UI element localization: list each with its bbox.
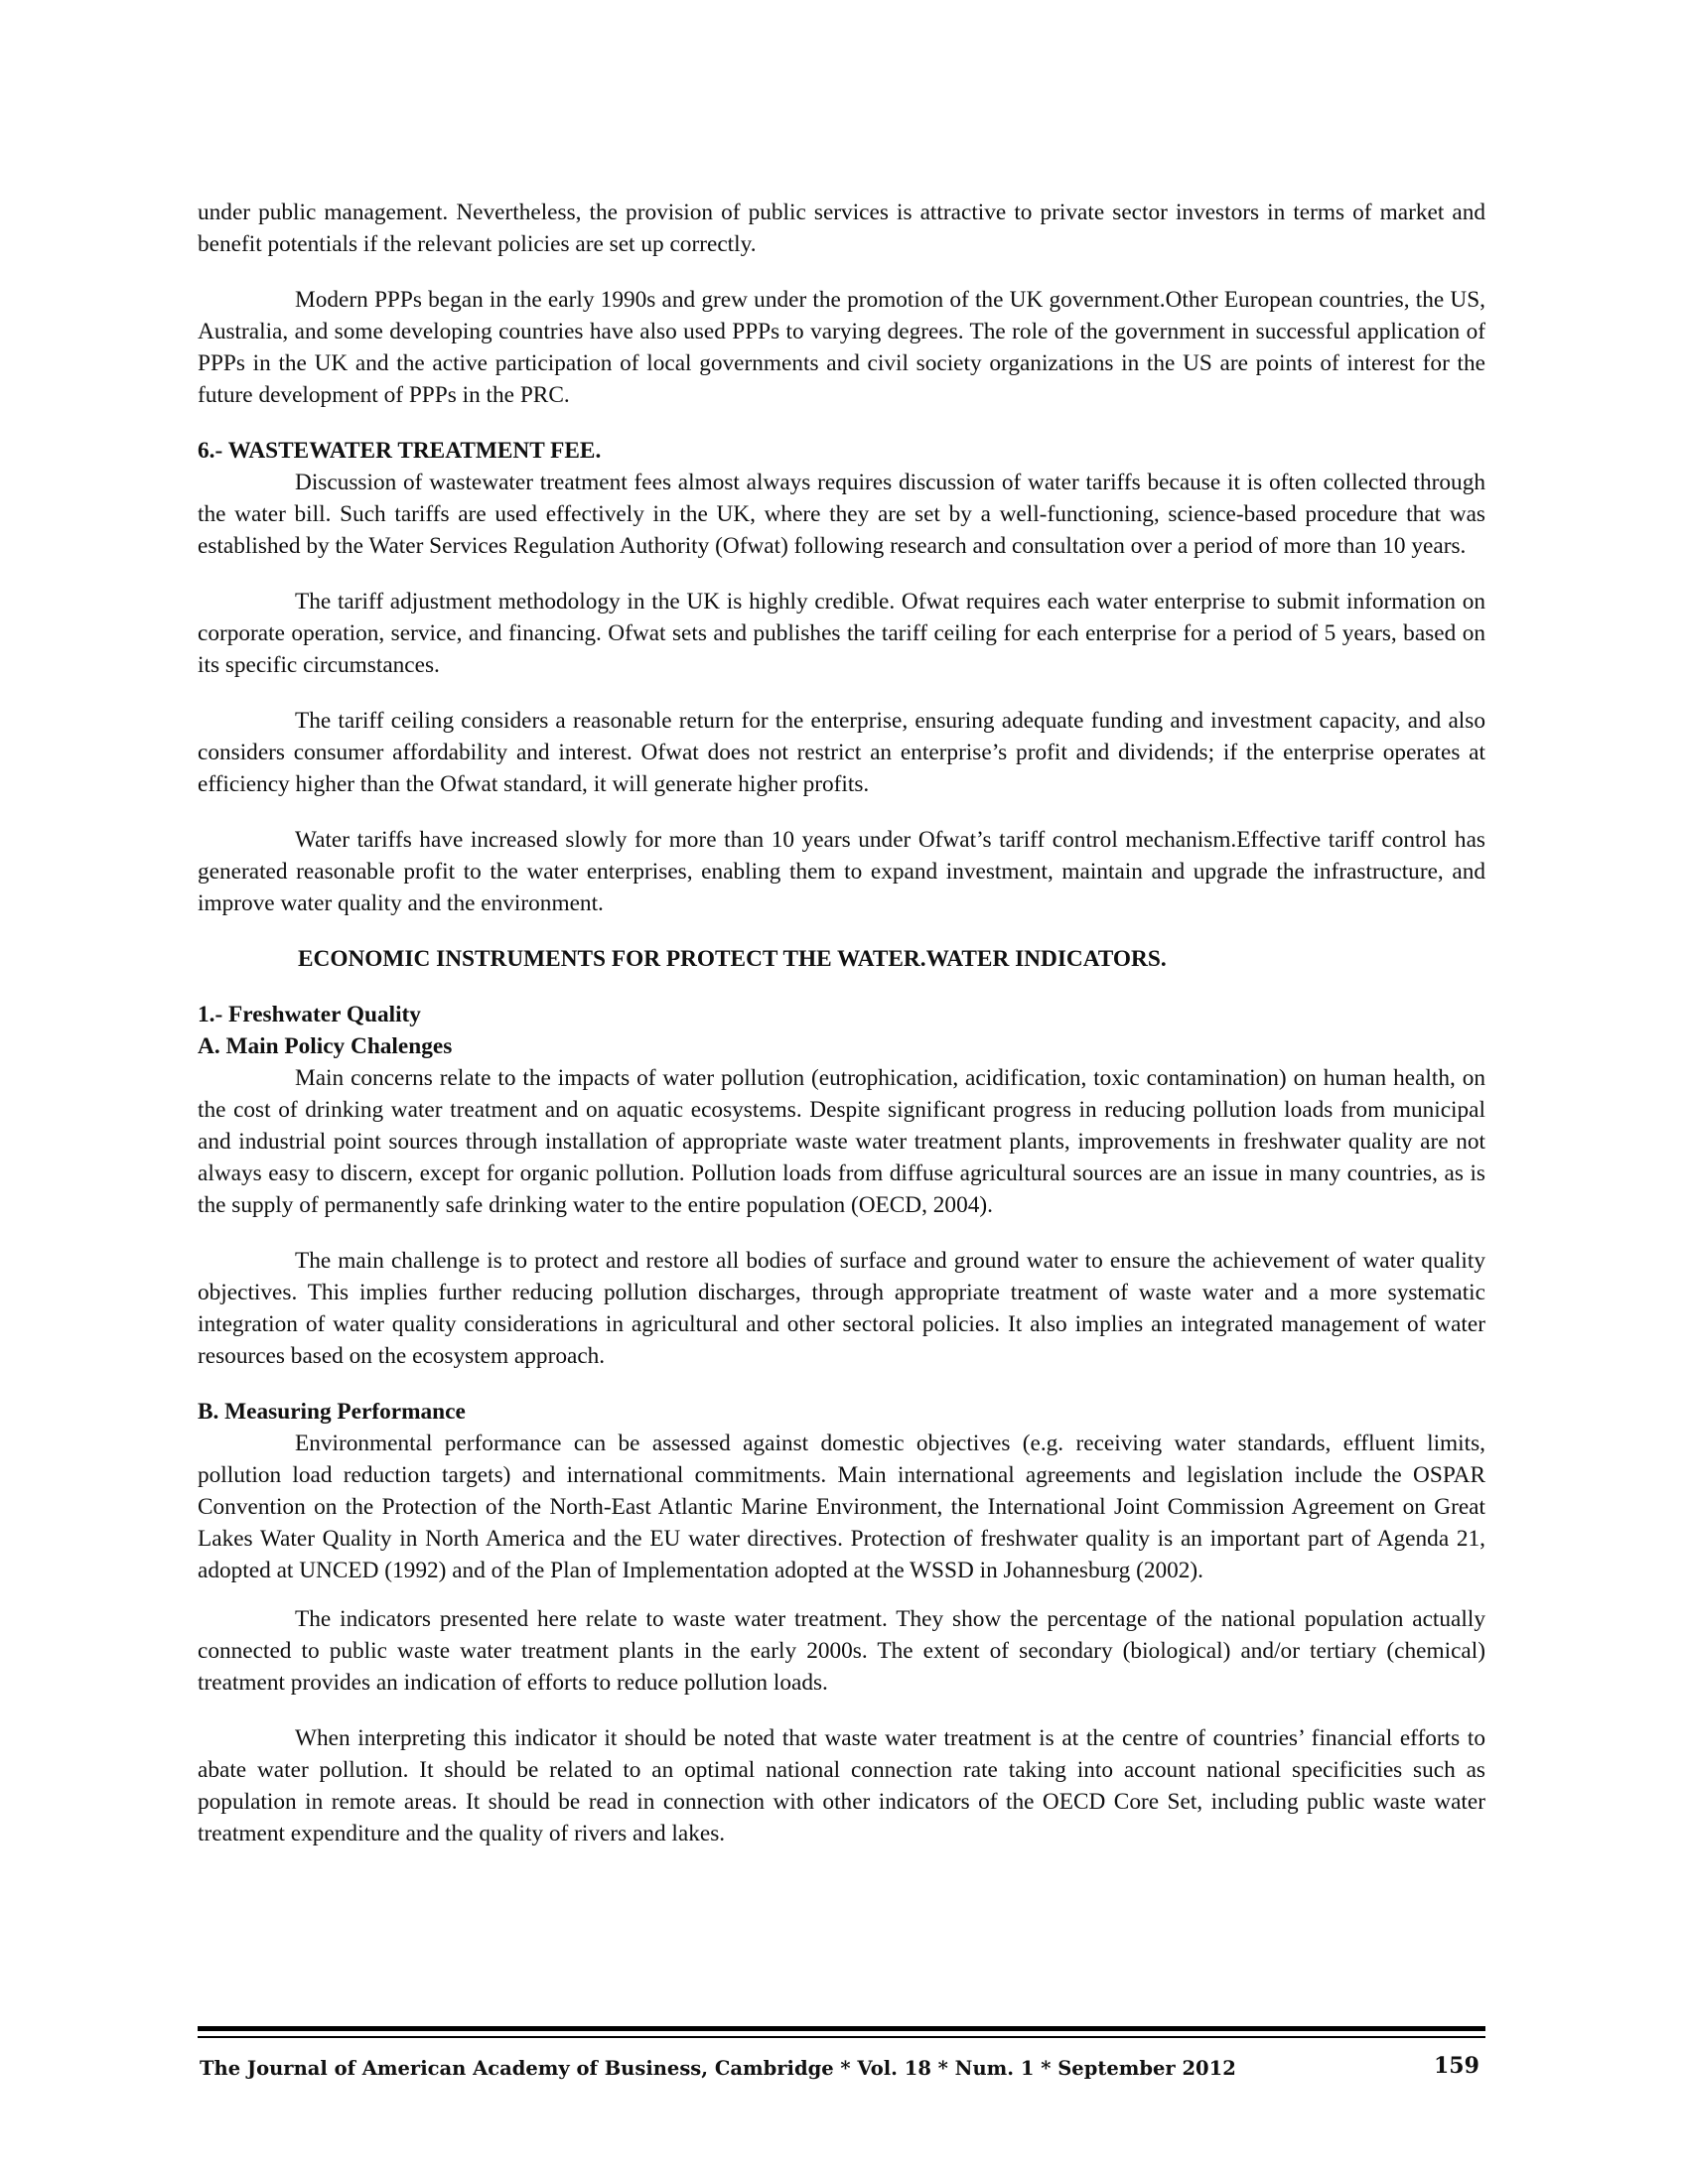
paragraph-main-concerns: Main concerns relate to the impacts of water pollution (eutrophication, acidification, toxic contamination) on human health, on the cost of drinking water treatment and on aquatic ecosystems. Despite significant progress in reducing pollution loads from municipal and industrial point sources through installation of appropriate waste water treatment plants, improvements in freshwater quality are not always easy to discern, except for organic pollution. Pollution loads from diffuse agricultural sources are an issue in many countries, as is the supply of permanently safe drinking water to the entire population (OECD, 2004). — [198, 1065, 1485, 1218]
paragraph-intro-continuation: under public management. Nevertheless, the provision of public services is attractive to private sector investors in terms of market and benefit potentials if the relevant policies are set up correctly. — [198, 200, 1485, 257]
footer-journal-citation: The Journal of American Academy of Business, Cambridge * Vol. 18 * Num. 1 * September 2012 — [200, 2057, 1236, 2080]
paragraph-environmental-performance: Environmental performance can be assessed against domestic objectives (e.g. receiving water standards, effluent limits, pollution load reduction targets) and international commitments. Main international agreements and legislation include the OSPAR Convention on the Protection of the North-East Atlantic Marine Environment, the International Joint Commission Agreement on Great Lakes Water Quality in North America and the EU water directives. Protection of freshwater quality is an important part of Agenda 21, adopted at UNCED (1992) and of the Plan of Implementation adopted at the WSSD in Johannesburg (2002). — [198, 1431, 1485, 1583]
page-body — [198, 197, 1485, 1849]
paragraph-modern-ppps: Modern PPPs began in the early 1990s and grew under the promotion of the UK government.Other European countries, the US, Australia, and some developing countries have also used PPPs to varying degrees. The role of the government in successful application of PPPs in the UK and the active participation of local governments and civil society organizations in the US are points of interest for the future development of PPPs in the PRC. — [198, 287, 1485, 408]
paragraph-wastewater-fees: Discussion of wastewater treatment fees almost always requires discussion of water tariffs because it is often collected through the water bill. Such tariffs are used effectively in the UK, where they are set by a well-functioning, science-based procedure that was established by the Water Services Regulation Authority (Ofwat) following research and consultation over a period of more than 10 years. — [198, 470, 1485, 559]
paragraph-water-tariffs: Water tariffs have increased slowly for more than 10 years under Ofwat’s tariff control mechanism.Effective tariff control has generated reasonable profit to the water enterprises, enabling them to expand investment, maintain and upgrade the infrastructure, and improve water quality and the environment. — [198, 827, 1485, 916]
page-number: 159 — [1434, 2053, 1479, 2079]
section-6-heading: 6.- WASTEWATER TREATMENT FEE. — [198, 438, 602, 464]
paragraph-tariff-ceiling: The tariff ceiling considers a reasonable return for the enterprise, ensuring adequate funding and investment capacity, and also considers consumer affordability and interest. Ofwat does not restrict an enterprise’s profit and dividends; if the enterprise operates at efficiency higher than the Ofwat standard, it will generate higher profits. — [198, 708, 1485, 797]
paragraph-main-challenge: The main challenge is to protect and restore all bodies of surface and ground water to ensure the achievement of water quality objectives. This implies further reducing pollution discharges, through appropriate treatment of waste water and a more systematic integration of water quality considerations in agricultural and other sectoral policies. It also implies an integrated management of water resources based on the ecosystem approach. — [198, 1248, 1485, 1369]
paragraph-indicators: The indicators presented here relate to waste water treatment. They show the percentage of the national population actually connected to public waste water treatment plants in the early 2000s. The extent of secondary (biological) and/or tertiary (chemical) treatment provides an indication of efforts to reduce pollution loads. — [198, 1606, 1485, 1696]
economic-instruments-heading: ECONOMIC INSTRUMENTS FOR PROTECT THE WATER.WATER INDICATORS. — [298, 946, 1167, 972]
freshwater-quality-heading: 1.- Freshwater Quality — [198, 1002, 421, 1027]
paragraph-interpreting-indicator: When interpreting this indicator it should be noted that waste water treatment is at the centre of countries’ financial efforts to abate water pollution. It should be related to an optimal national connection rate taking into account national specificities such as population in remote areas. It should be read in connection with other indicators of the OECD Core Set, including public waste water treatment expenditure and the quality of rivers and lakes. — [198, 1725, 1485, 1846]
footer-rule-thick — [198, 2026, 1485, 2031]
paragraph-tariff-methodology: The tariff adjustment methodology in the UK is highly credible. Ofwat requires each water enterprise to submit information on corporate operation, service, and financing. Ofwat sets and publishes the tariff ceiling for each enterprise for a period of 5 years, based on its specific circumstances. — [198, 589, 1485, 678]
measuring-performance-heading: B. Measuring Performance — [198, 1399, 466, 1425]
footer-rule-thin — [198, 2036, 1485, 2038]
main-policy-challenges-heading: A. Main Policy Chalenges — [198, 1033, 453, 1059]
